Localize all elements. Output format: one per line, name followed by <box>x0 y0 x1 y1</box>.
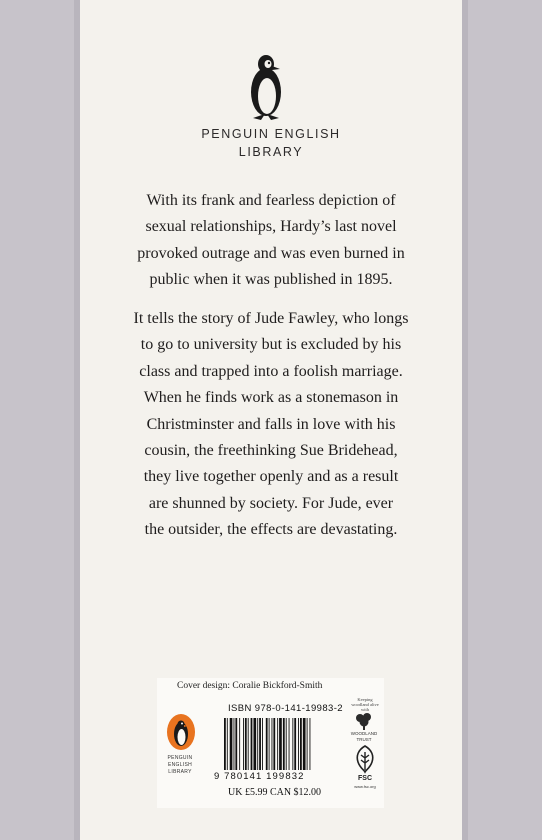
blurb-line: cousin, the freethinking Sue Bridehead, <box>144 442 398 460</box>
blurb-paragraph-1 <box>110 188 432 294</box>
penguin-logo-small-icon <box>166 713 196 751</box>
barcode-icon <box>222 718 342 770</box>
fsc-tree-icon <box>352 744 378 774</box>
right-stripe <box>462 0 542 840</box>
imprint-line-2: LIBRARY <box>238 145 304 159</box>
blurb-line: Christminster and falls in love with his <box>146 415 396 433</box>
blurb-line: the outsider, the effects are devastating. <box>144 521 398 539</box>
blurb-line: provoked outrage and was even burned in <box>137 244 405 262</box>
small-imprint-line: LIBRARY <box>168 769 192 775</box>
fsc-label: FSC <box>358 775 372 782</box>
blurb-line: When he finds work as a stonemason in <box>143 389 399 407</box>
blurb-line: to go to university but is excluded by his <box>140 336 402 354</box>
woodland-trust-icon <box>354 712 374 730</box>
blurb-line: public when it was published in 1895. <box>149 271 393 289</box>
left-stripe <box>0 0 80 840</box>
barcode-digits: 9 780141 199832 <box>214 771 305 782</box>
blurb-paragraph-2 <box>110 306 432 544</box>
cover-credit: Cover design: Coralie Bickford-Smith <box>177 681 323 691</box>
blurb-line: With its frank and fearless depiction of <box>146 192 396 209</box>
blurb-line: they live together openly and as a result <box>143 468 399 486</box>
woodland-trust-text: Keeping woodland alive with <box>351 697 379 712</box>
isbn-text: ISBN 978-0-141-19983-2 <box>228 703 343 714</box>
blurb-line: sexual relationships, Hardy’s last novel <box>145 218 397 236</box>
small-imprint-line: PENGUIN <box>167 755 193 761</box>
penguin-logo-icon <box>247 52 285 122</box>
blurb-line: are shunned by society. For Jude, ever <box>148 494 394 512</box>
small-imprint-line: ENGLISH <box>167 762 193 768</box>
fsc-url: www.fsc.org <box>354 784 376 789</box>
blurb-line: class and trapped into a foolish marriage. <box>139 362 403 380</box>
woodland-trust-label: WOODLAND <box>350 731 378 736</box>
woodland-trust-label: TRUST <box>356 737 372 742</box>
imprint-line-1: PENGUIN ENGLISH <box>201 127 341 141</box>
price-text: UK £5.99 CAN $12.00 <box>228 787 322 798</box>
blurb-line: It tells the story of Jude Fawley, who longs <box>133 310 409 327</box>
